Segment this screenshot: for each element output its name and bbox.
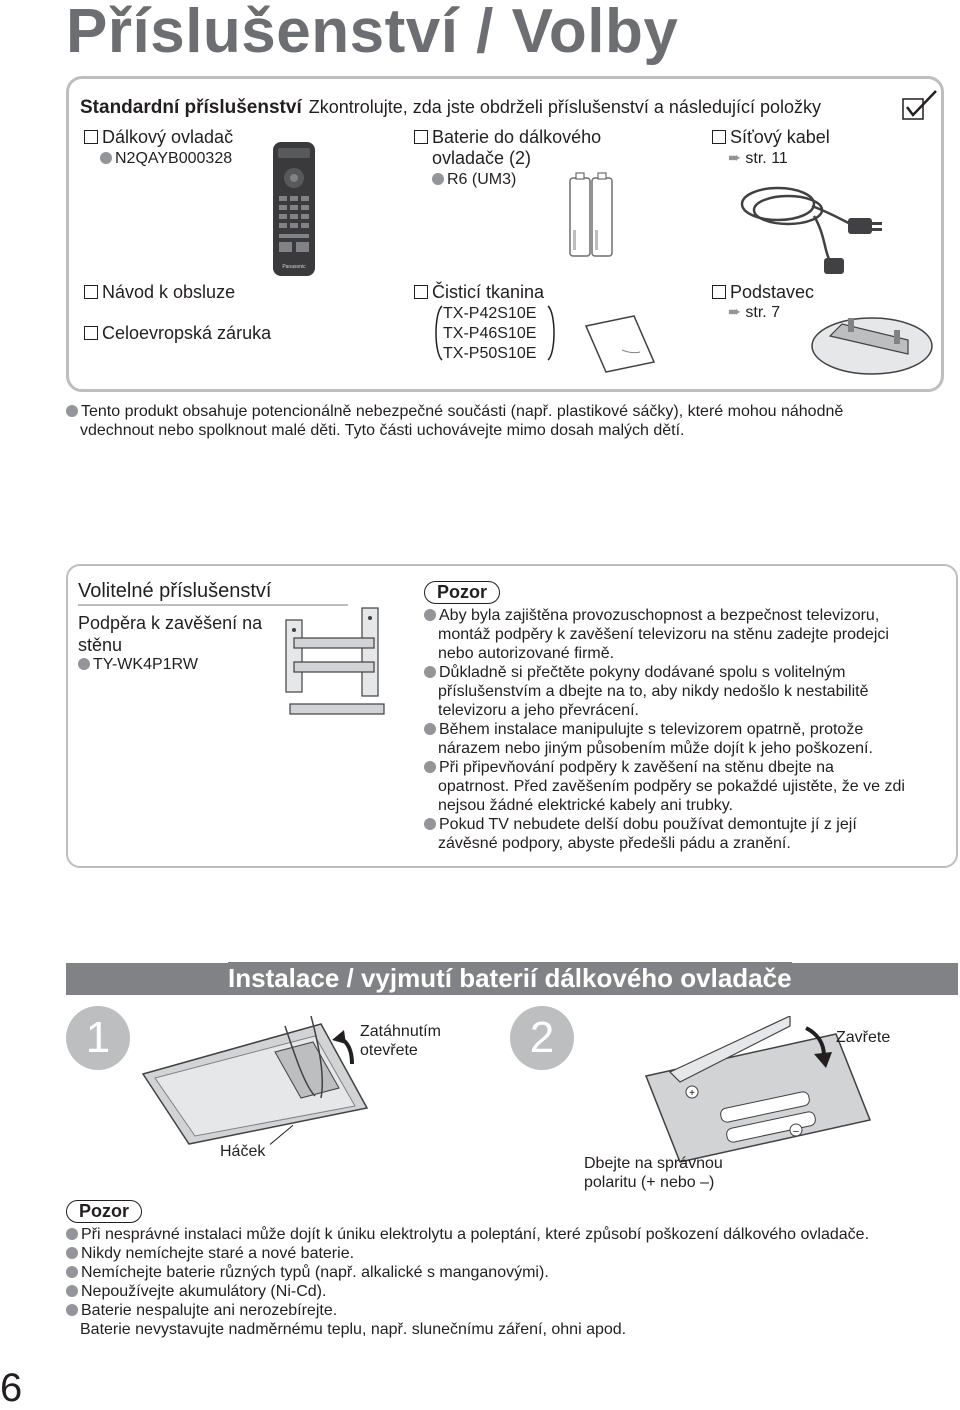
- standard-intro: Zkontrolujte, zda jste obdrželi příslušenství a následující položky: [308, 97, 822, 117]
- optional-model-line: [78, 655, 198, 674]
- caution-text: Aby byla zajištěna provozuschopnost a bezpečnost televizoru,: [439, 607, 880, 624]
- caution-line: [424, 682, 905, 701]
- cloth-label: Čisticí tkanina: [432, 282, 545, 302]
- bullet-icon: [66, 1266, 78, 1278]
- bullet-icon: [432, 173, 444, 185]
- caution-line: [66, 1263, 869, 1282]
- caution-label: Pozor: [66, 1200, 142, 1223]
- install-caution-list: [66, 1225, 869, 1339]
- cleaning-cloth-image: [582, 312, 658, 376]
- batteries-type: R6 (UM3): [447, 171, 517, 188]
- tv-stand-image: [808, 300, 936, 380]
- caution-line: [66, 1282, 869, 1301]
- warranty-label: Celoevropská záruka: [102, 323, 272, 343]
- stand-ref: str. 7: [745, 304, 781, 321]
- step-1-number: 1: [66, 1006, 130, 1070]
- page-ref-arrow-icon: ➨: [728, 150, 742, 167]
- caution-text: Baterie nespalujte ani nerozebírejte.: [81, 1302, 338, 1319]
- power-cable-image: [738, 176, 888, 278]
- caution-text: příslušenstvím a dbejte na to, aby nikdy nedošlo k nestabilitě: [438, 683, 869, 700]
- batteries-item: [414, 127, 601, 148]
- remote-model-line: [100, 149, 232, 168]
- warning-text-2: vdechnout nebo spolknout malé děti. Tyto části uchovávejte mimo dosah malých dětí.: [80, 422, 685, 439]
- caution-text: Během instalace manipulujte s televizorem opatrně, protože: [439, 721, 864, 738]
- bullet-icon: [66, 1304, 78, 1316]
- checkbox-icon: [414, 130, 428, 144]
- batteries-image: [568, 170, 616, 260]
- cable-ref-line: [728, 149, 788, 168]
- caution-text: Pokud TV nebudete delší dobu používat demontujte jí z její: [439, 816, 857, 833]
- caution-text: nebo autorizované firmě.: [438, 645, 615, 662]
- curved-arrow-down-icon: [802, 1026, 832, 1070]
- remote-item: [84, 127, 233, 148]
- caution-line: [424, 758, 905, 777]
- svg-text:+: +: [689, 1088, 695, 1099]
- bullet-icon: [100, 152, 112, 164]
- svg-text:–: –: [793, 1126, 799, 1137]
- optional-caution-list: [424, 606, 905, 853]
- remote-model: N2QAYB000328: [115, 150, 233, 167]
- caution-line: [66, 1320, 869, 1339]
- wall-bracket-image: [282, 600, 392, 730]
- caution-line: [424, 644, 905, 663]
- optional-item-line-1: Podpěra k zavěšení na: [78, 613, 263, 633]
- bullet-icon: [66, 405, 78, 417]
- warning-line-1: [66, 402, 843, 421]
- caution-text: Baterie nevystavujte nadměrnému teplu, např. slunečnímu záření, ohni apod.: [80, 1321, 627, 1338]
- warning-text-1: Tento produkt obsahuje potencionálně nebezpečné součásti (např. plastikové sáčky), které mohou náhodně: [81, 403, 844, 420]
- caution-text: Důkladně si přečtěte pokyny dodávané spolu s volitelným: [439, 664, 846, 681]
- page-title: Příslušenství / Volby: [66, 0, 679, 66]
- checkbox-icon: [414, 285, 428, 299]
- caution-line: [424, 625, 905, 644]
- bullet-icon: [66, 1228, 78, 1240]
- cloth-item: [414, 282, 544, 303]
- caution-line: [66, 1225, 869, 1244]
- cable-ref: str. 11: [745, 150, 788, 167]
- caution-line: [424, 739, 905, 758]
- checkbox-icon: [84, 326, 98, 340]
- standard-heading: Standardní příslušenství: [80, 97, 302, 118]
- optional-caution-badge: [424, 581, 500, 604]
- page-ref-arrow-icon: ➨: [728, 304, 742, 321]
- curved-arrow-up-icon: [330, 1026, 360, 1066]
- caution-line: [424, 701, 905, 720]
- manual-item: [84, 282, 235, 303]
- bullet-icon: [424, 609, 436, 621]
- step-1-label-1: Zatáhnutím: [360, 1023, 441, 1040]
- page-number: 6: [0, 1366, 23, 1410]
- warranty-item: [84, 323, 271, 344]
- optional-heading: Volitelné příslušenství: [78, 580, 272, 602]
- cloth-model-2: TX-P46S10E: [443, 325, 537, 342]
- remote-label: Dálkový ovladač: [102, 127, 234, 147]
- caution-text: Při připevňování podpěry k zavěšení na stěnu dbejte na: [439, 759, 834, 776]
- hook-label: Háček: [220, 1143, 266, 1160]
- bullet-icon: [424, 818, 436, 830]
- cloth-model-1: TX-P42S10E: [443, 305, 537, 322]
- caution-line: [66, 1301, 869, 1320]
- caution-text: montáž podpěry k zavěšení televizoru na stěnu zadejte prodejci: [438, 626, 889, 643]
- install-heading: Instalace / vyjmutí baterií dálkového ovladače: [228, 963, 792, 993]
- batteries-type-line: [432, 170, 516, 189]
- checkmark-box-icon: [902, 89, 938, 121]
- manual-label: Návod k obsluze: [102, 282, 236, 302]
- standard-heading-line: [80, 97, 821, 118]
- caution-line: [424, 815, 905, 834]
- batteries-label-1: Baterie do dálkového: [432, 127, 602, 147]
- caution-line: [424, 606, 905, 625]
- optional-item-line-2: stěnu: [78, 635, 123, 655]
- caution-line: [424, 777, 905, 796]
- cloth-model-3: TX-P50S10E: [443, 345, 537, 362]
- bullet-icon: [66, 1285, 78, 1297]
- stand-ref-line: [728, 303, 780, 322]
- bullet-icon: [424, 666, 436, 678]
- caution-line: [424, 834, 905, 853]
- bullet-icon: [424, 723, 436, 735]
- caution-line: [424, 796, 905, 815]
- caution-text: Nikdy nemíchejte staré a nové baterie.: [81, 1245, 355, 1262]
- step-1-label-2: otevřete: [360, 1042, 418, 1059]
- polarity-label-2: polaritu (+ nebo –): [584, 1174, 715, 1191]
- caution-label: Pozor: [424, 581, 500, 604]
- caution-line: [424, 663, 905, 682]
- caution-text: televizoru a jeho převrácení.: [438, 702, 639, 719]
- remote-control-image: [270, 140, 318, 278]
- polarity-label-1: Dbejte na správnou: [584, 1155, 723, 1172]
- close-label: Zavřete: [836, 1029, 891, 1046]
- stand-item: [712, 282, 814, 303]
- caution-text: závěsné podpory, abyste předešli pádu a zranění.: [438, 835, 791, 852]
- checkbox-icon: [84, 285, 98, 299]
- caution-text: Při nesprávné instalaci může dojít k úniku elektrolytu a poleptání, které způsobí poškození dálkového ovladače.: [81, 1226, 870, 1243]
- caution-text: nejsou žádné elektrické kabely ani trubky.: [438, 797, 733, 814]
- stand-label: Podstavec: [730, 282, 815, 302]
- bullet-icon: [66, 1247, 78, 1259]
- checkbox-icon: [712, 285, 726, 299]
- bullet-icon: [424, 761, 436, 773]
- caution-line: [424, 720, 905, 739]
- caution-text: Nemíchejte baterie různých typů (např. alkalické s manganovými).: [81, 1264, 549, 1281]
- cable-label: Síťový kabel: [730, 127, 830, 147]
- caution-text: nárazem nebo jiným působením může dojít k jeho poškození.: [438, 740, 873, 757]
- caution-text: Nepoužívejte akumulátory (Ni-Cd).: [81, 1283, 327, 1300]
- optional-model: TY-WK4P1RW: [93, 656, 198, 673]
- checkbox-icon: [712, 130, 726, 144]
- remote-brand: Panasonic: [282, 264, 306, 270]
- checkbox-icon: [84, 130, 98, 144]
- cable-item: [712, 127, 830, 148]
- caution-text: opatrnost. Před zavěšením podpěry se pokaždé ujistěte, že ve zdi: [438, 778, 905, 795]
- step-2-number: 2: [510, 1006, 574, 1070]
- caution-line: [66, 1244, 869, 1263]
- bullet-icon: [78, 658, 90, 670]
- install-caution-badge: [66, 1200, 142, 1223]
- batteries-label-2: ovladače (2): [432, 148, 532, 168]
